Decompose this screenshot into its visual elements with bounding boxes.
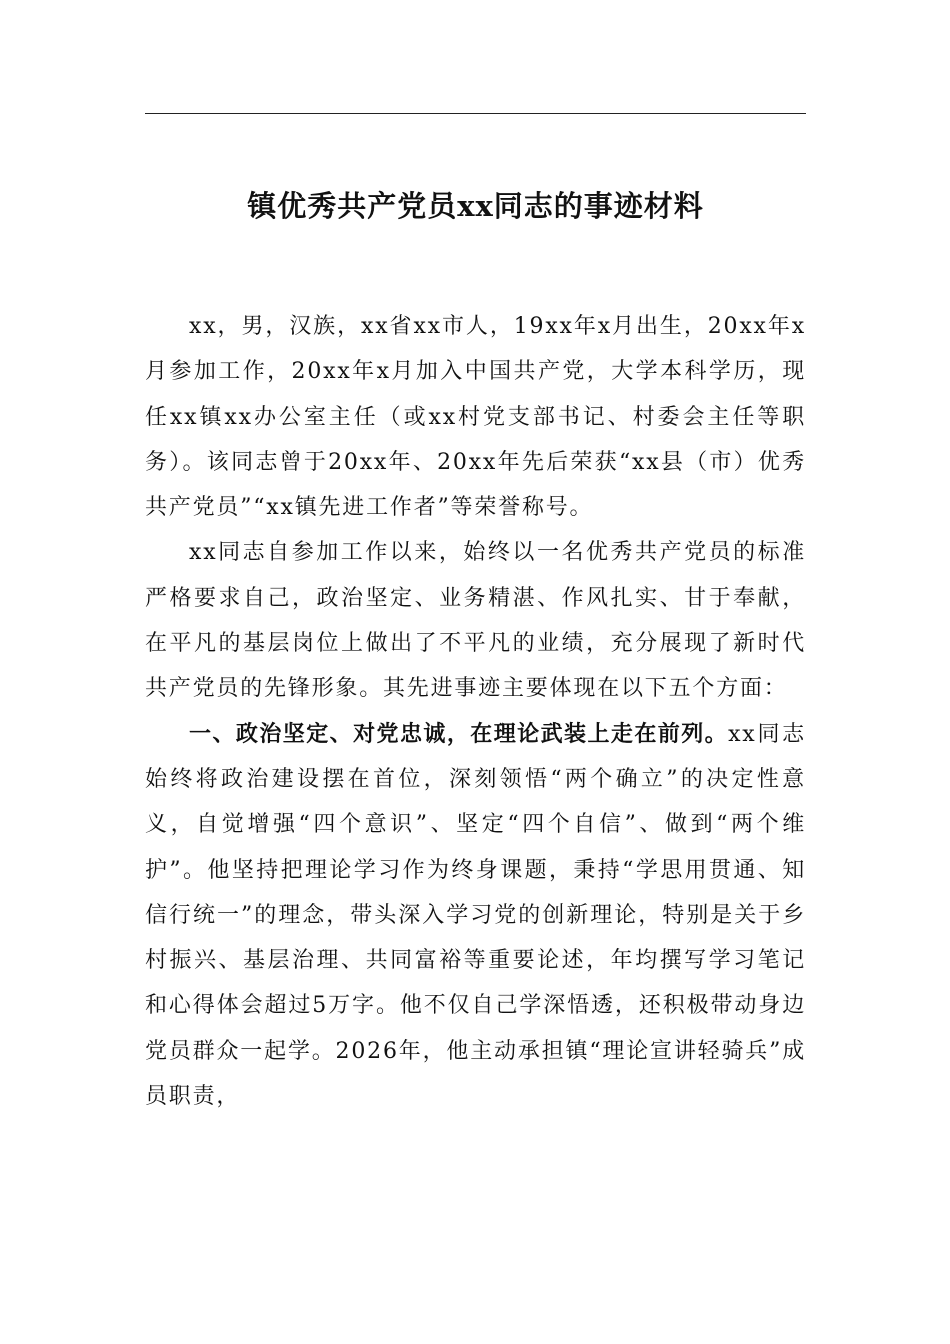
- paragraph-text: xx，男，汉族，xx省xx市人，19xx年x月出生，20xx年x月参加工作，20xx年x月加入中国共产党，大学本科学历，现任xx镇xx办公室主任（或xx村党支部书记、村委会主任等职务）。该同志曾于20xx年、20xx年先后荣获“xx县（市）优秀共产党员”“xx镇先进工作者”等荣誉称号。: [145, 314, 806, 521]
- paragraph-overview: [145, 530, 806, 711]
- document-title: 镇优秀共产党员xx同志的事迹材料: [247, 189, 704, 223]
- header-rule: [145, 113, 806, 114]
- paragraph-intro: [145, 304, 806, 530]
- paragraph-text: xx同志自参加工作以来，始终以一名优秀共产党员的标准严格要求自己，政治坚定、业务精湛、作风扎实、甘于奉献，在平凡的基层岗位上做出了不平凡的业绩，充分展现了新时代共产党员的先锋形象。其先进事迹主要体现在以下五个方面：: [145, 540, 806, 702]
- document-body: [145, 304, 806, 1119]
- paragraph-text: xx同志始终将政治建设摆在首位，深刻领悟“两个确立”的决定性意义，自觉增强“四个意识”、坚定“四个自信”、做到“两个维护”。他坚持把理论学习作为终身课题，秉持“学思用贯通、知信行统一”的理念，带头深入学习党的创新理论，特别是关于乡村振兴、基层治理、共同富裕等重要论述，年均撰写学习笔记和心得体会超过5万字。他不仅自己学深悟透，还积极带动身边党员群众一起学。2026年，他主动承担镇“理论宣讲轻骑兵”成员职责，: [145, 721, 806, 1110]
- paragraph-section-one: [145, 712, 806, 1120]
- section-heading: 一、政治坚定、对党忠诚，在理论武装上走在前列。: [189, 721, 729, 747]
